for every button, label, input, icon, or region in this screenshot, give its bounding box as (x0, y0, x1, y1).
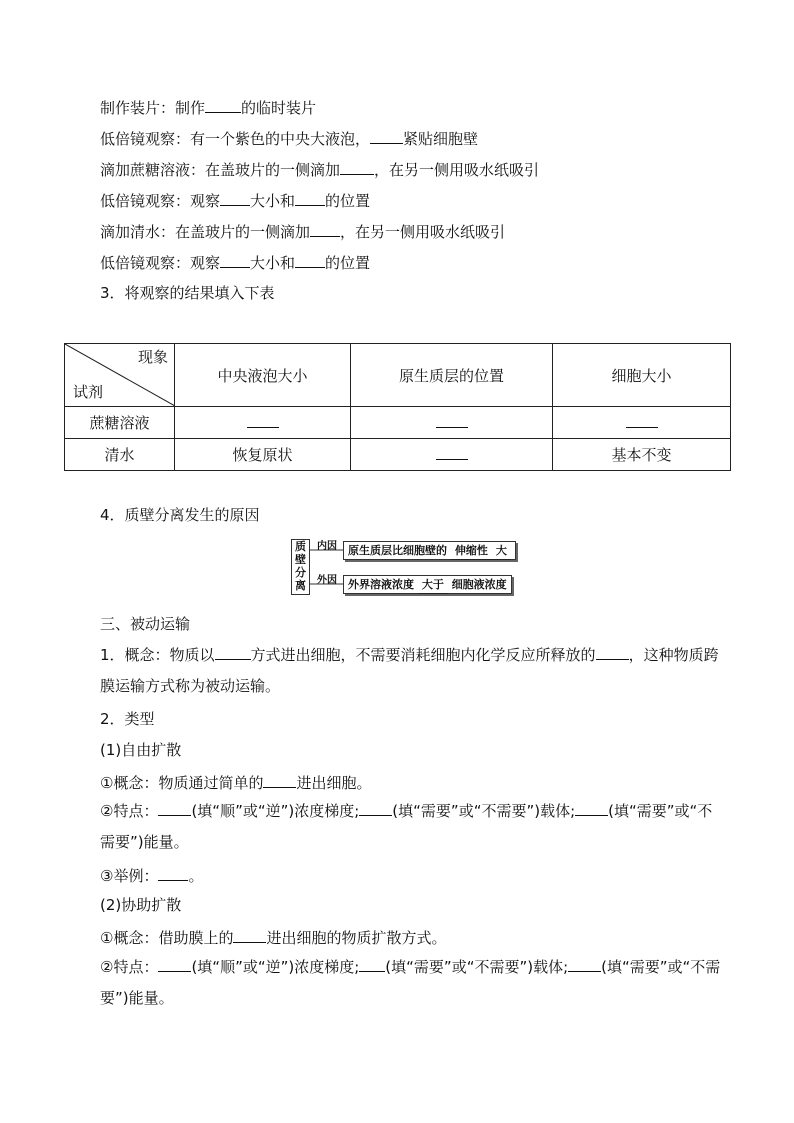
item-text: (填“顺”或“逆”)浓度梯度; (191, 802, 360, 820)
fill-blank[interactable] (220, 189, 250, 206)
table-cell[interactable] (553, 407, 731, 439)
table-cell: 恢复原状 (175, 439, 351, 471)
fill-blank[interactable] (158, 864, 188, 881)
item-text: (填“需要”或“不需要”)载体; (392, 802, 576, 820)
table-header: 细胞大小 (553, 344, 731, 407)
table-header: 原生质层的位置 (351, 344, 553, 407)
free-concept (100, 771, 371, 793)
side-char: 壁 (295, 553, 306, 566)
part3-title: 三、被动运输 (100, 615, 191, 633)
fill-blank[interactable] (340, 158, 374, 175)
table-cell[interactable] (175, 407, 351, 439)
table-header: 中央液泡大小 (175, 344, 351, 407)
inner-cause-label: 内因 (317, 541, 337, 552)
item-text: 进出细胞。 (296, 774, 372, 792)
fill-blank[interactable] (158, 955, 191, 972)
step-text: 滴加蔗糖溶液：在盖玻片的一侧滴加 (100, 161, 341, 179)
fill-blank[interactable] (247, 413, 279, 428)
fill-blank[interactable] (436, 413, 468, 428)
free-diffusion-title: (1)自由扩散 (100, 741, 182, 759)
fill-blank[interactable] (233, 926, 266, 943)
item-text: 进出细胞的物质扩散方式。 (266, 929, 447, 947)
fill-blank[interactable] (215, 643, 251, 660)
table-header-row (65, 344, 731, 407)
facilitated-diffusion-title: (2)协助扩散 (100, 896, 182, 914)
step-observe-2 (100, 189, 370, 211)
table-cell[interactable] (351, 439, 553, 471)
step-text: 大小和 (250, 192, 296, 210)
step-observe-3 (100, 251, 370, 273)
step-add-water (100, 220, 505, 242)
fill-blank[interactable] (310, 220, 340, 237)
step-text: 紧贴细胞壁 (403, 130, 479, 148)
step-text: 低倍镜观察：观察 (100, 254, 221, 272)
facil-concept (100, 926, 446, 948)
step-text: 的位置 (325, 192, 371, 210)
item-text: ①概念：物质通过简单的 (100, 774, 264, 792)
step-observe-1 (100, 127, 478, 149)
facil-features (100, 952, 722, 1014)
item-text: ②特点： (100, 958, 159, 976)
fill-blank[interactable] (575, 799, 608, 816)
outer-cause-label: 外因 (317, 575, 337, 586)
concept-text: ，这种物质跨膜运输方式称为被动运输。 (100, 646, 719, 695)
table-row (65, 407, 731, 439)
fill-blank[interactable] (359, 799, 392, 816)
step-text: 滴加清水：在盖玻片的一侧滴加 (100, 223, 311, 241)
fill-blank[interactable] (263, 771, 296, 788)
step-text: ，在另一侧用吸水纸吸引 (340, 223, 506, 241)
row-label: 蔗糖溶液 (65, 407, 175, 439)
fill-blank[interactable] (359, 955, 385, 972)
item-text: (填“需要”或“不需要”)载体; (385, 958, 569, 976)
diagram-text: 原生质层比细胞壁的 (348, 544, 447, 557)
fill-blank[interactable] (158, 799, 191, 816)
free-example (100, 864, 203, 886)
item-text: 。 (188, 867, 204, 885)
observation-table (64, 343, 731, 471)
step-text: ，在另一侧用吸水纸吸引 (374, 161, 540, 179)
row-label: 清水 (65, 439, 175, 471)
step-text: 低倍镜观察：有一个紫色的中央大液泡， (100, 130, 371, 148)
table-cell[interactable] (351, 407, 553, 439)
fill-blank[interactable] (436, 445, 468, 460)
concept-text: 方式进出细胞，不需要消耗细胞内化学反应所释放的 (250, 646, 596, 664)
step-text: 低倍镜观察：观察 (100, 192, 221, 210)
fill-blank[interactable] (295, 189, 325, 206)
item-text: ①概念：借助膜上的 (100, 929, 234, 947)
step-text: 的临时装片 (241, 99, 317, 117)
step-add-sucrose (100, 158, 539, 180)
concept-paragraph (100, 640, 722, 702)
types-title: 2．类型 (100, 710, 155, 728)
item-text: ③举例： (100, 867, 159, 885)
fill-blank[interactable] (220, 251, 250, 268)
item-text: (填“需要”或“不需要”)能量。 (100, 802, 713, 851)
corner-top-label: 现象 (137, 348, 168, 366)
table-row (65, 439, 731, 471)
free-features (100, 796, 722, 858)
table-corner-cell (65, 344, 175, 407)
fill-blank[interactable] (568, 955, 601, 972)
diagram-filled-answer: 大 (492, 542, 511, 560)
item-text: (填“需要”或“不需要”)能量。 (100, 958, 721, 1007)
diagram-filled-answer: 大于 (418, 576, 448, 594)
fill-blank[interactable] (205, 96, 241, 113)
step-text: 制作装片：制作 (100, 99, 206, 117)
concept-text: 1．概念：物质以 (100, 646, 215, 664)
fill-blank[interactable] (626, 413, 658, 428)
fill-blank[interactable] (596, 643, 629, 660)
outer-cause-box (343, 575, 512, 594)
fill-blank[interactable] (295, 251, 325, 268)
item-text: (填“顺”或“逆”)浓度梯度; (191, 958, 360, 976)
plasmolysis-cause-diagram (291, 537, 519, 595)
side-char: 分 (295, 566, 306, 579)
section3-title: 3．将观察的结果填入下表 (100, 284, 275, 302)
side-char: 离 (295, 579, 306, 592)
section4-title: 4．质壁分离发生的原因 (100, 506, 260, 524)
diagram-text: 外界溶液浓度 (348, 578, 414, 591)
diagram-text: 细胞液浓度 (451, 578, 507, 591)
step-text: 的位置 (325, 254, 371, 272)
corner-bottom-label: 试剂 (73, 383, 104, 401)
step-text: 大小和 (250, 254, 296, 272)
inner-cause-box (343, 541, 516, 560)
item-text: ②特点： (100, 802, 159, 820)
side-char: 质 (295, 540, 306, 553)
diagram-filled-answer: 伸缩性 (451, 542, 492, 560)
table-cell: 基本不变 (553, 439, 731, 471)
fill-blank[interactable] (370, 127, 403, 144)
step-make-slide (100, 96, 316, 118)
